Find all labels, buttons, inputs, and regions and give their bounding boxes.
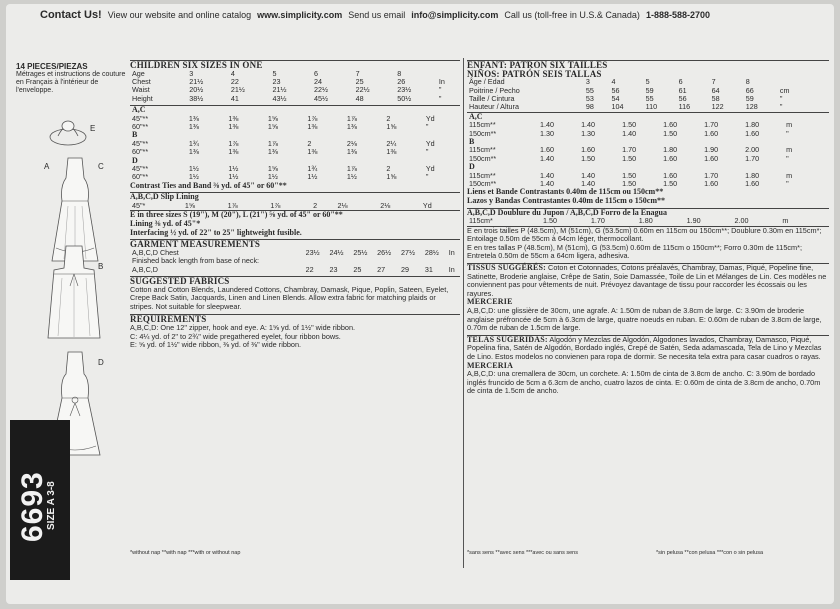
table-cell: 115cm** — [469, 145, 496, 155]
table-cell: 1.70 — [622, 145, 637, 155]
french-spanish-column — [467, 60, 829, 396]
table-cell: 1½ — [307, 172, 318, 182]
table-cell: " — [438, 85, 442, 95]
garment-table — [130, 249, 460, 274]
table-cell: " — [425, 172, 429, 182]
table-cell: 1½ — [228, 172, 239, 182]
table-cell: 26½ — [377, 247, 392, 257]
table-cell: 1½ — [267, 172, 278, 182]
table-cell: Poitrine / Pecho — [469, 85, 520, 95]
contact-title: Contact Us! — [40, 9, 102, 21]
table-cell: 1½ — [188, 164, 199, 174]
table-cell: 2 — [386, 164, 391, 174]
table-cell: 45"** — [132, 164, 149, 174]
table-cell: " — [786, 179, 789, 189]
garment-measurements-title: GARMENT MEASUREMENTS — [130, 239, 261, 250]
table-cell: m — [786, 145, 793, 155]
table-cell: 50½ — [397, 93, 412, 103]
table-cell: 59 — [745, 94, 754, 103]
table-cell: 1.60 — [745, 179, 760, 189]
table-cell: 2.00 — [745, 145, 760, 155]
french-note: Métrages et instructions de couture en Français à l'intérieur de l'enveloppe. — [16, 71, 126, 94]
table-cell: 64 — [711, 85, 720, 95]
table-cell: 1.60 — [663, 153, 678, 163]
table-cell: In — [438, 77, 445, 86]
table-cell: " — [786, 153, 789, 163]
table-cell: m — [786, 120, 793, 130]
table-cell: Hauteur / Altura — [469, 102, 519, 112]
contrast-ties: Contrast Ties and Band ⅜ yd. of 45" or 60"** — [130, 180, 287, 190]
table-cell: 1.70 — [704, 120, 719, 130]
table-cell: 21½ — [230, 85, 245, 95]
table-cell: 1.60 — [663, 170, 678, 180]
yardage-row — [467, 130, 807, 138]
table-cell: 1.50 — [663, 128, 678, 138]
table-cell: 1⅜ — [228, 122, 239, 132]
fr-e-sizes: E en trois tailles P (48.5cm), M (51cm), G (53.5cm) 0.60m en 115cm ou 150cm**; Doublure 0.30m en 115cm*; Entoilage 0.50m de 55cm à 64cm léger, thermocollant. — [467, 225, 822, 244]
table-cell: 45½ — [314, 93, 329, 103]
table-cell: 1.90 — [686, 216, 701, 226]
table-cell: m — [786, 170, 793, 180]
column-divider — [463, 58, 464, 568]
interfacing: Interfacing ½ yd. of 22" to 25" lightweight fusible. — [130, 227, 302, 237]
requirement-line: E: ⅝ yd. of 1½" wide ribbon, ⅜ yd. of ⅜" wide ribbon. — [130, 340, 302, 350]
table-cell: m — [782, 216, 789, 226]
slip-lining-table — [130, 202, 460, 210]
table-cell: 1.40 — [622, 128, 637, 138]
table-cell: 1⅝ — [386, 172, 397, 182]
spanish-title: NIÑOS: PATRÓN SEIS TALLAS — [467, 68, 602, 79]
table-cell: 5 — [645, 77, 650, 87]
table-cell: Waist — [132, 85, 150, 95]
label-d: D — [98, 358, 104, 367]
table-cell: 2.00 — [734, 216, 749, 226]
table-cell: cm — [779, 85, 790, 95]
table-cell: 1⅜ — [307, 147, 318, 157]
dress-b-illustration — [46, 244, 102, 342]
table-cell: 8 — [397, 68, 402, 78]
fr-size-row — [467, 103, 807, 111]
table-cell: Yd — [425, 138, 435, 148]
table-cell: 6 — [314, 68, 319, 78]
yardage-row — [130, 123, 460, 131]
table-cell: 1.50 — [663, 179, 678, 189]
view-label: D — [469, 162, 475, 172]
table-cell: " — [786, 128, 789, 138]
table-cell: 25 — [353, 264, 362, 274]
table-cell: Yd — [422, 201, 432, 211]
requirement-line: C: 4¼ yd. of 2" to 2¾" wide pregathered eyelet, four ribbon bows. — [130, 331, 341, 341]
table-cell: 1.60 — [704, 128, 719, 138]
table-cell: 3 — [585, 77, 590, 87]
table-cell: 1½ — [228, 164, 239, 174]
table-cell: 1.40 — [540, 120, 555, 130]
table-cell: 1.60 — [704, 153, 719, 163]
label-a: A — [44, 162, 50, 171]
table-cell: 1.70 — [704, 170, 719, 180]
fr-yardage-table — [467, 113, 807, 189]
table-cell: 1.40 — [540, 170, 555, 180]
table-cell: 1⅞ — [227, 201, 238, 211]
table-cell: 31 — [424, 264, 433, 274]
table-cell: 1.80 — [638, 216, 653, 226]
table-cell: A,B,C,D Chest — [132, 247, 179, 257]
size-range: SIZE A 3-8 — [46, 481, 57, 530]
table-cell: 24½ — [329, 247, 344, 257]
table-cell: 45"** — [132, 138, 149, 148]
table-cell: 43½ — [272, 93, 287, 103]
table-cell: 1.40 — [540, 153, 555, 163]
suggested-fabrics-text: Cotton and Cotton Blends, Laundered Cottons, Chambray, Damask, Pique, Poplin, Sateen, Eyelet, Crepe Back Satin, Jacquards, Linen and Linen Blends. Allow extra fabric for matching plaids or stripes. Not suitable for sleepwear. — [130, 284, 449, 311]
table-cell: " — [425, 122, 429, 132]
pattern-number-block — [10, 420, 70, 580]
table-cell: 66 — [745, 85, 754, 95]
view-header-row — [130, 157, 460, 165]
table-cell: 1.50 — [581, 153, 596, 163]
website-link[interactable]: www.simplicity.com — [257, 10, 343, 20]
phone-text: Call us (toll-free in U.S.& Canada) — [504, 10, 640, 20]
pattern-number: 6693 — [16, 471, 49, 542]
table-cell: 116 — [678, 102, 691, 112]
table-cell: 1.90 — [704, 145, 719, 155]
french-title: ENFANT: PATRON SIX TAILLES — [467, 60, 829, 70]
fr-size-table — [467, 78, 807, 112]
size-table — [130, 70, 460, 104]
table-cell: 1.70 — [590, 216, 605, 226]
table-cell: 1.80 — [663, 145, 678, 155]
label-b: B — [98, 262, 104, 271]
view-header-row — [130, 106, 460, 114]
pattern-envelope-back — [6, 4, 834, 604]
table-cell: 122 — [711, 102, 724, 112]
table-cell: 23 — [329, 264, 338, 274]
garment-row — [130, 257, 460, 265]
table-cell: 61 — [678, 85, 687, 95]
table-cell: A,B,C,D — [132, 264, 158, 274]
table-cell: 29 — [401, 264, 410, 274]
table-cell: 1¾ — [188, 138, 199, 148]
table-cell: 27½ — [401, 247, 416, 257]
table-cell: 23½ — [397, 85, 412, 95]
table-cell: 24 — [314, 77, 323, 86]
table-cell: 1.50 — [543, 216, 558, 226]
table-cell: 20½ — [189, 85, 204, 95]
table-cell: 1⅝ — [386, 122, 397, 132]
suggested-fabrics-title: SUGGESTED FABRICS — [130, 276, 230, 287]
table-cell: Yd — [425, 164, 435, 174]
table-cell: 2⅛ — [380, 201, 391, 211]
table-cell: 4 — [230, 68, 235, 78]
table-cell: 25 — [355, 77, 364, 86]
table-cell: 23 — [272, 77, 281, 86]
table-cell: 21½ — [189, 77, 204, 86]
table-cell: 1⅜ — [307, 122, 318, 132]
table-cell: 1⅜ — [188, 113, 199, 123]
requirement-line: A,B,C,D: One 12" zipper, hook and eye. A: 1⅝ yd. of 1½" wide ribbon. — [130, 323, 356, 333]
table-cell: Taille / Cintura — [469, 94, 515, 103]
website-text: View our website and online catalog — [107, 10, 252, 20]
table-cell: 1⅞ — [346, 113, 357, 123]
label-c: C — [98, 162, 104, 171]
table-cell: 59 — [645, 85, 654, 95]
table-cell: 1.40 — [581, 179, 596, 189]
fr-lining-row — [467, 217, 807, 225]
table-cell: 28½ — [424, 247, 439, 257]
table-cell: 1¾ — [307, 164, 318, 174]
table-cell: Height — [132, 93, 153, 103]
table-cell: 150cm** — [469, 153, 497, 163]
table-cell: 45"* — [132, 201, 146, 211]
table-cell: 55 — [645, 94, 654, 103]
merceria-text: A,B,C,D: una cremallera de 30cm, un corchete. A: 1.50m de cinta de 3.8cm de ancho. C: 3.90m de bordado inglés fruncido de 5cm a 6.3cm de ancho, cuatro lazos de cinta. E: 0.60m de cinta de 3.8cm de ancho, 0.70m de cinta de 1.5cm de ancho. — [467, 369, 821, 396]
table-cell: 38½ — [189, 93, 204, 103]
table-cell: 3 — [189, 68, 194, 78]
size-row — [130, 70, 460, 78]
table-cell: 48 — [355, 93, 364, 103]
table-cell: 7 — [355, 68, 360, 78]
merceria-title: MERCERIA — [467, 360, 514, 370]
table-cell: 1½ — [188, 172, 199, 182]
fr-size-row — [467, 87, 807, 95]
table-cell: 1.30 — [540, 128, 555, 138]
table-cell: Finished back length from base of neck: — [132, 256, 260, 266]
table-cell: 1.60 — [663, 120, 678, 130]
table-cell: 22½ — [314, 85, 329, 95]
size-row — [130, 95, 460, 103]
view-label: B — [469, 137, 475, 147]
slip-lining-row — [130, 202, 460, 210]
table-cell: 7 — [711, 77, 716, 87]
view-label: B — [132, 130, 138, 140]
table-cell: 2⅛ — [337, 201, 348, 211]
spanish-footnote: *sin pelusa **con pelusa ***con o sin pelusa — [656, 550, 764, 556]
table-cell: 150cm** — [469, 128, 497, 138]
french-footnote: *sans sens **avec sens ***avec ou sans sens — [467, 550, 578, 556]
slip-lining-title: A,B,C,D Slip Lining — [130, 192, 199, 202]
table-cell: 6 — [678, 77, 683, 87]
yardage-row — [130, 165, 460, 173]
table-cell: 1⅜ — [386, 147, 397, 157]
tissus-title: TISSUS SUGGÉRÉS: — [467, 263, 547, 273]
table-cell: 1⅞ — [270, 201, 281, 211]
table-cell: 2 — [386, 113, 391, 123]
table-cell: 8 — [745, 77, 750, 87]
table-cell: 41 — [230, 93, 239, 103]
table-cell: " — [425, 147, 429, 157]
view-label: A,C — [469, 111, 483, 121]
table-cell: 5 — [272, 68, 277, 78]
fr-contrast: Liens et Bande Contrastants 0.40m de 115cm ou 150cm** — [467, 187, 664, 197]
view-header-row — [130, 131, 460, 139]
e-sizes: E in three sizes S (19"), M (20"), L (21") ⅝ yd. of 45" or 60"** — [130, 210, 343, 220]
table-cell: 22½ — [355, 85, 370, 95]
es-e-sizes: E en tres tallas P (48.5cm), M (51cm), G (53.5cm) 0.60m de 115cm o 150cm**; Forro 0.30m de 115cm*; Entretela 0.50m de 55cm a 64cm ligera, adhesiva. — [467, 242, 802, 261]
table-cell: 4 — [611, 77, 616, 87]
table-cell: 1.60 — [581, 145, 596, 155]
table-cell: 1⅞ — [267, 138, 278, 148]
table-cell: 60"** — [132, 147, 149, 157]
table-cell: 60"** — [132, 172, 149, 182]
hat-illustration — [48, 112, 88, 152]
garment-row — [130, 266, 460, 274]
table-cell: 26 — [397, 77, 406, 86]
table-cell: 115cm* — [469, 216, 493, 226]
table-cell: Yd — [425, 113, 435, 123]
table-cell: 56 — [678, 94, 687, 103]
table-cell: 1.50 — [622, 170, 637, 180]
table-cell: 1⅝ — [267, 113, 278, 123]
english-footnote: *without nap **with nap ***with or without nap — [130, 550, 241, 556]
table-cell: 150cm** — [469, 179, 497, 189]
phone-number: 1-888-588-2700 — [645, 10, 710, 20]
table-cell: 1.40 — [581, 120, 596, 130]
table-cell: 2¼ — [386, 138, 397, 148]
table-cell: 1⅜ — [188, 147, 199, 157]
view-label: A,C — [132, 105, 146, 115]
table-cell: In — [448, 264, 455, 274]
table-cell: 98 — [585, 102, 594, 112]
lining: Lining ⅜ yd. of 45"* — [130, 219, 201, 229]
table-cell: 21½ — [272, 85, 287, 95]
requirements-title: REQUIREMENTS — [130, 314, 207, 325]
table-cell: Chest — [132, 77, 151, 86]
table-cell: 56 — [611, 85, 620, 95]
table-cell: 1.60 — [540, 145, 555, 155]
tissus-text: Coton et Cotonnades, Cotons préalavés, Chambray, Damas, Piqué, Popeline fine, Satinette, Broderie anglaise, Crêpe de Satin, Soie Damassée, Toile de Lin et Mélanges de Lin. Ces modèles ne conviennent pas pour vêtements de nuit. Prévoyez davantage de tissu pour raccorder les écossais ou les rayures. — [467, 263, 827, 298]
english-title: CHILDREN SIX SIZES IN ONE — [130, 60, 460, 70]
table-cell: 1⅝ — [267, 122, 278, 132]
table-cell: 2 — [307, 138, 312, 148]
table-cell: 1⅜ — [228, 147, 239, 157]
table-cell: 1.50 — [622, 120, 637, 130]
table-cell: 1⅜ — [228, 113, 239, 123]
table-cell: 110 — [645, 102, 658, 112]
table-cell: 1.30 — [581, 128, 596, 138]
table-cell: 1.50 — [622, 153, 637, 163]
table-cell: In — [448, 247, 455, 257]
table-cell: 27 — [377, 264, 386, 274]
table-cell: 115cm** — [469, 120, 496, 130]
table-cell: 104 — [611, 102, 624, 112]
table-cell: 1⅜ — [346, 147, 357, 157]
table-cell: 22 — [305, 264, 314, 274]
table-cell: 1⅜ — [346, 122, 357, 132]
table-cell: 115cm** — [469, 170, 496, 180]
table-cell: 1⅞ — [346, 164, 357, 174]
table-cell: 1⅜ — [267, 147, 278, 157]
yardage-table — [130, 106, 460, 182]
table-cell: 1.40 — [581, 170, 596, 180]
table-cell: 58 — [711, 94, 720, 103]
table-cell: 1⅞ — [307, 113, 318, 123]
telas-text: Algodón y Mezclas de Algodón, Algodones lavados, Chambray, Damasco, Piqué, Popelina fina, Satén de Algodón, Bordado inglés, Crepé de Satén, Seda adamascada, Tela de Lino y Mezclas de Lino. Estos modelos no convienen para ropa de dormir. Se necesita tela extra para casar cuadros o rayas. — [467, 334, 822, 361]
label-e: E — [90, 124, 96, 133]
table-cell: 54 — [611, 94, 620, 103]
table-cell: 1.70 — [745, 153, 760, 163]
table-cell: Age — [132, 68, 145, 78]
table-cell: 1.50 — [622, 179, 637, 189]
english-column — [130, 60, 460, 350]
table-cell: 53 — [585, 94, 594, 103]
es-contrast: Lazos y Bandas Contrastantes 0.40m de 115cm o 150cm** — [467, 196, 665, 206]
table-cell: 45"** — [132, 113, 149, 123]
table-cell: 22 — [230, 77, 239, 86]
table-cell: 1.40 — [540, 179, 555, 189]
email-link[interactable]: info@simplicity.com — [411, 10, 499, 20]
table-cell: 55 — [585, 85, 594, 95]
table-cell: 128 — [745, 102, 758, 112]
table-cell: " — [779, 102, 783, 112]
table-cell: 25½ — [353, 247, 368, 257]
table-cell: " — [779, 94, 783, 103]
table-cell: 2 — [313, 201, 318, 211]
table-cell: 1½ — [346, 172, 357, 182]
table-cell: 1⅞ — [228, 138, 239, 148]
table-cell: 1.60 — [704, 179, 719, 189]
yardage-row — [467, 155, 807, 163]
table-cell: 1⅜ — [188, 122, 199, 132]
contact-bar — [6, 4, 834, 26]
table-cell: " — [438, 93, 442, 103]
yardage-row — [130, 140, 460, 148]
email-text: Send us email — [348, 10, 406, 20]
view-label: D — [132, 155, 138, 165]
mercerie-title: MERCERIE — [467, 297, 513, 307]
fr-lining-table — [467, 217, 807, 225]
fr-lining-title: A,B,C,D Doublure du Jupon / A,B,C,D Forro de la Enagua — [467, 207, 667, 217]
table-cell: Âge / Edad — [469, 77, 505, 87]
table-cell: 1.80 — [745, 170, 760, 180]
yardage-row — [130, 148, 460, 156]
table-cell: 2⅛ — [346, 138, 357, 148]
telas-title: TELAS SUGERIDAS: — [467, 334, 548, 344]
table-cell: 1.80 — [745, 120, 760, 130]
table-cell: 60"** — [132, 122, 149, 132]
yardage-row — [130, 115, 460, 123]
table-cell: 1.60 — [745, 128, 760, 138]
table-cell: 23½ — [305, 247, 320, 257]
mercerie-text: A,B,C,D: une glissière de 30cm, une agrafe. A: 1.50m de ruban de 3.8cm de large. C: 3.90m de broderie anglaise préfroncée de 5cm à 6.3cm de large, quatre noeuds en ruban. E: 0.60m de ruban de 3.8cm de large, 0.70m de ruban de 1.5cm de large. — [467, 306, 822, 333]
table-cell: 1⅝ — [184, 201, 195, 211]
table-cell: 1⅝ — [267, 164, 278, 174]
pieces-count: 14 PIECES/PIEZAS — [16, 62, 88, 71]
